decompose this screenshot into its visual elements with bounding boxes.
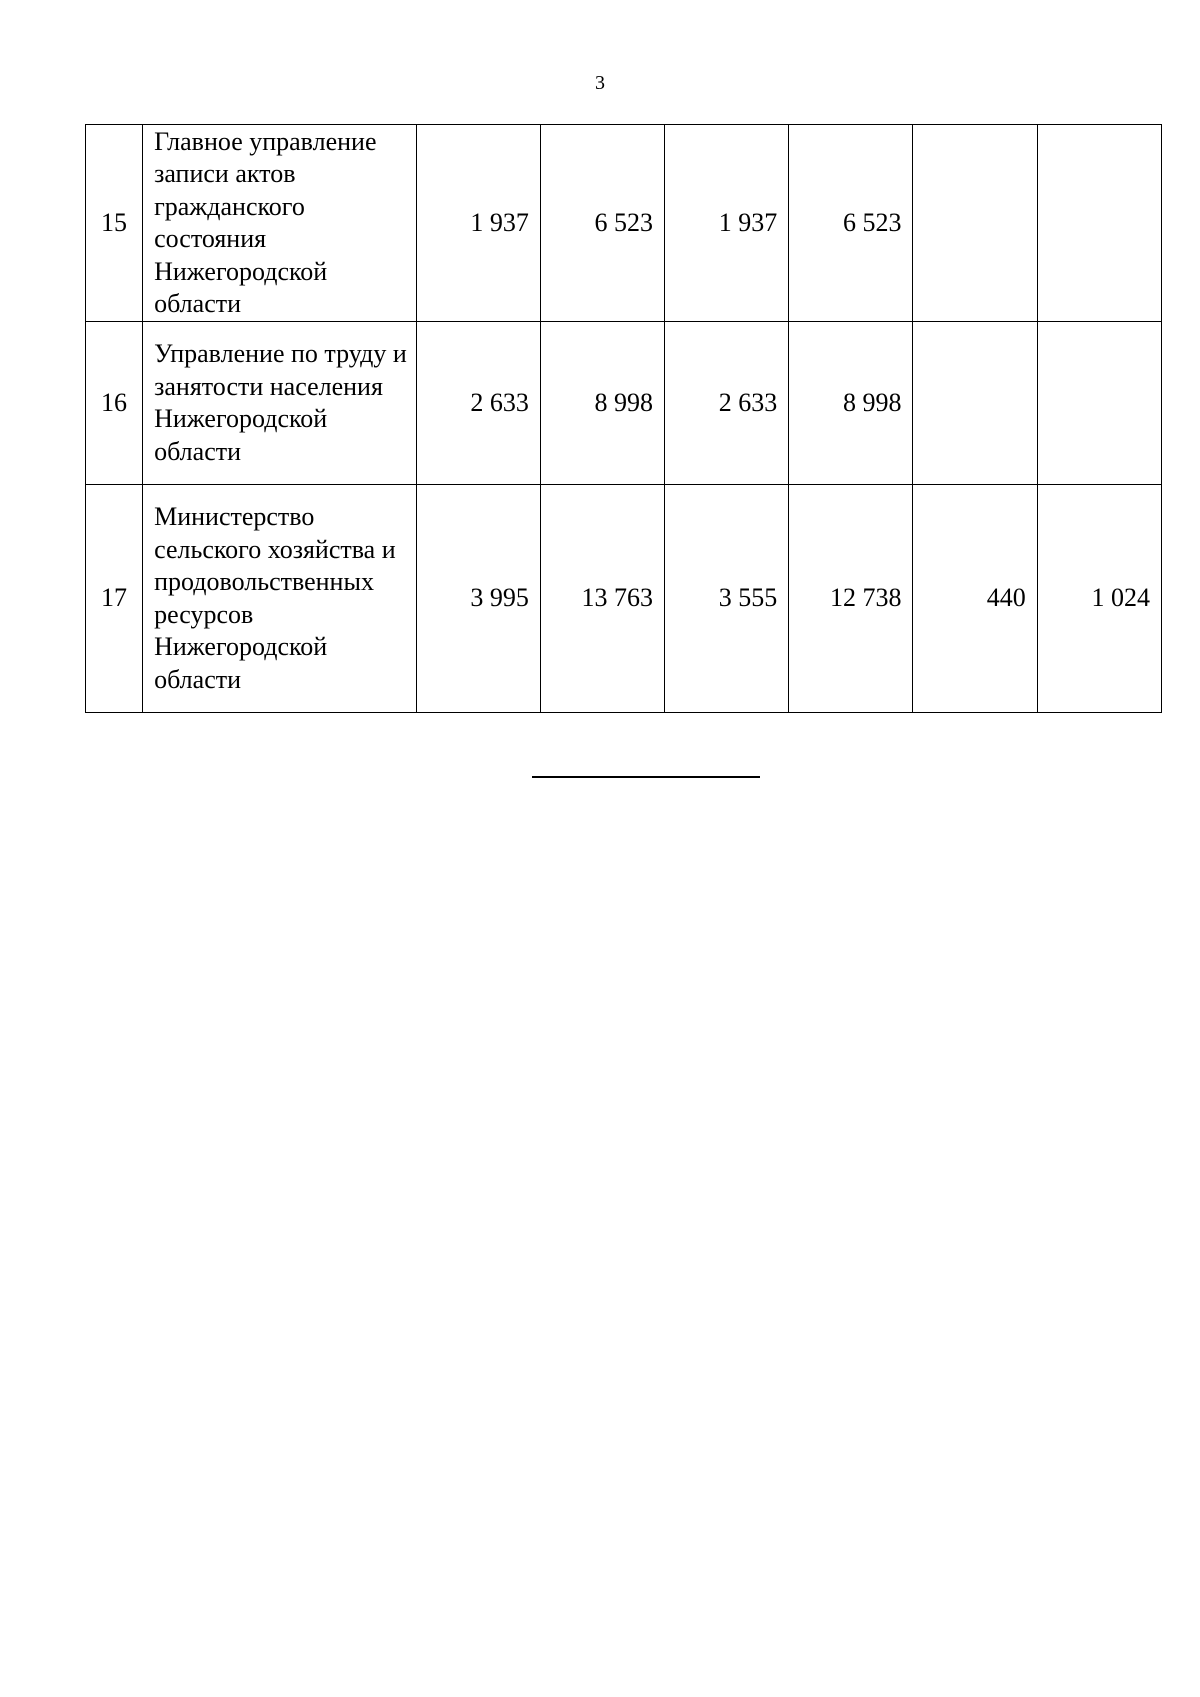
row-number: 16 <box>86 322 143 485</box>
data-table <box>85 124 1162 713</box>
value-cell: 13 763 <box>540 485 664 713</box>
value-cell: 3 995 <box>416 485 540 713</box>
value-cell <box>913 322 1037 485</box>
value-cell: 6 523 <box>789 125 913 322</box>
value-cell: 8 998 <box>540 322 664 485</box>
value-cell: 1 937 <box>416 125 540 322</box>
row-number: 15 <box>86 125 143 322</box>
value-cell <box>913 125 1037 322</box>
value-cell: 2 633 <box>665 322 789 485</box>
end-of-document-rule <box>532 776 760 778</box>
table-row <box>86 485 1162 713</box>
table-row <box>86 125 1162 322</box>
value-cell: 12 738 <box>789 485 913 713</box>
value-cell: 440 <box>913 485 1037 713</box>
value-cell: 3 555 <box>665 485 789 713</box>
table-row <box>86 322 1162 485</box>
organization-name: Министерство сельского хозяйства и продовольственных ресурсов Нижегородской области <box>143 485 417 713</box>
row-number: 17 <box>86 485 143 713</box>
value-cell <box>1037 322 1161 485</box>
value-cell: 6 523 <box>540 125 664 322</box>
value-cell: 2 633 <box>416 322 540 485</box>
organization-name: Главное управление записи актов гражданского состояния Нижегородской области <box>143 125 417 322</box>
value-cell <box>1037 125 1161 322</box>
page-number: 3 <box>595 72 605 94</box>
value-cell: 1 937 <box>665 125 789 322</box>
value-cell: 1 024 <box>1037 485 1161 713</box>
organization-name: Управление по труду и занятости населения Нижегородской области <box>143 322 417 485</box>
value-cell: 8 998 <box>789 322 913 485</box>
